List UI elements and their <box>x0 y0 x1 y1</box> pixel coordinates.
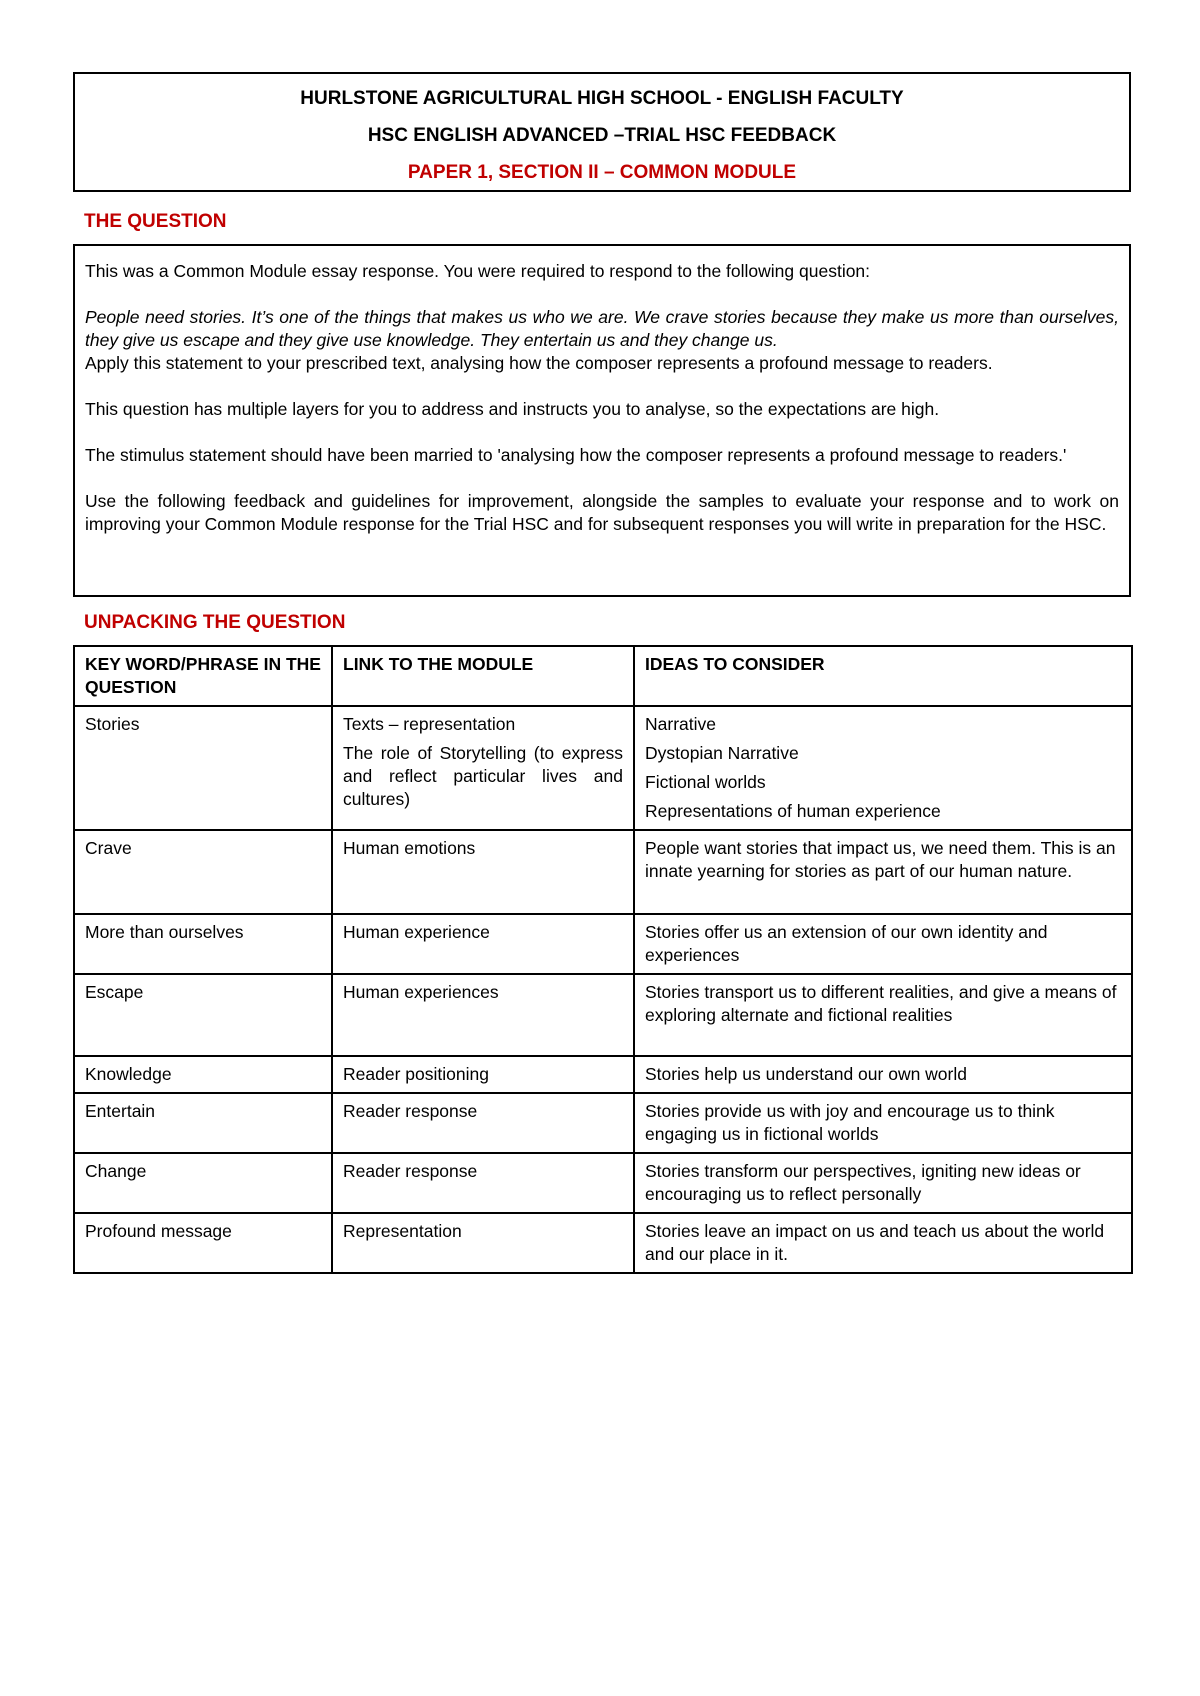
unpacking-table <box>73 645 1133 1274</box>
module-link-cell: Human experiences <box>332 974 634 1056</box>
question-intro: This was a Common Module essay response. You were required to respond to the following question: <box>85 261 871 281</box>
school-title: HURLSTONE AGRICULTURAL HIGH SCHOOL - ENGLISH FACULTY <box>300 88 904 109</box>
key-word-cell: Escape <box>74 974 332 1056</box>
ideas-cell: Stories transport us to different realities, and give a means of exploring alternate and fictional realities <box>634 974 1132 1056</box>
table-row <box>74 706 1132 830</box>
course-title: HSC ENGLISH ADVANCED –TRIAL HSC FEEDBACK <box>367 125 837 146</box>
key-word-cell: Profound message <box>74 1213 332 1273</box>
ideas-cell: Stories provide us with joy and encourage us to think engaging us in fictional worlds <box>634 1093 1132 1153</box>
ideas-cell: Stories help us understand our own world <box>634 1056 1132 1093</box>
ideas-cell: Stories transform our perspectives, igniting new ideas or encouraging us to reflect personally <box>634 1153 1132 1213</box>
question-instruction: Apply this statement to your prescribed text, analysing how the composer represents a profound message to readers. <box>85 353 993 373</box>
table-row <box>74 1153 1132 1213</box>
idea-item: Dystopian Narrative <box>645 743 799 763</box>
module-link-cell: Reader response <box>332 1093 634 1153</box>
question-box <box>73 244 1131 597</box>
table-header-row <box>74 646 1132 706</box>
key-word-cell: Crave <box>74 830 332 914</box>
title-box <box>73 72 1131 192</box>
module-link-cell: Reader response <box>332 1153 634 1213</box>
key-word-cell: Change <box>74 1153 332 1213</box>
module-link-cell: Human experience <box>332 914 634 974</box>
unpacking-heading: UNPACKING THE QUESTION <box>84 612 346 633</box>
module-link-cell: Reader positioning <box>332 1056 634 1093</box>
question-heading: THE QUESTION <box>84 211 227 232</box>
table-row <box>74 914 1132 974</box>
module-link: The role of Storytelling (to express and reflect particular lives and cultures) <box>343 743 623 809</box>
table-row <box>74 1213 1132 1273</box>
column-header: KEY WORD/PHRASE IN THE QUESTION <box>74 646 332 706</box>
ideas-cell: Stories leave an impact on us and teach us about the world and our place in it. <box>634 1213 1132 1273</box>
question-quote: People need stories. It’s one of the things that makes us who we are. We crave stories because they make us more than ourselves, they give us escape and they give use knowledge. They entertain us and they change us. <box>85 307 1119 350</box>
stimulus-note: The stimulus statement should have been married to 'analysing how the composer represents a profound message to readers.' <box>85 445 1067 465</box>
paper-title: PAPER 1, SECTION II – COMMON MODULE <box>407 162 797 183</box>
table-row <box>74 830 1132 914</box>
table-row <box>74 974 1132 1056</box>
key-word-cell: Knowledge <box>74 1056 332 1093</box>
idea-item: Fictional worlds <box>645 772 766 792</box>
module-link: Texts – representation <box>343 714 516 734</box>
column-header: IDEAS TO CONSIDER <box>634 646 1132 706</box>
key-word-cell: Entertain <box>74 1093 332 1153</box>
column-header: LINK TO THE MODULE <box>332 646 634 706</box>
idea-item: Narrative <box>645 714 716 734</box>
table-row <box>74 1056 1132 1093</box>
feedback-note: Use the following feedback and guidelines for improvement, alongside the samples to evaluate your response and to work on improving your Common Module response for the Trial HSC and for subsequent responses you will write in preparation for the HSC. <box>85 491 1119 534</box>
module-link-cell: Representation <box>332 1213 634 1273</box>
key-word-cell: Stories <box>74 706 332 830</box>
module-link-cell: Human emotions <box>332 830 634 914</box>
module-link-cell <box>332 706 634 830</box>
key-word-cell: More than ourselves <box>74 914 332 974</box>
ideas-cell <box>634 706 1132 830</box>
table-row <box>74 1093 1132 1153</box>
idea-item: Representations of human experience <box>645 801 941 821</box>
question-layers: This question has multiple layers for you to address and instructs you to analyse, so the expectations are high. <box>85 399 940 419</box>
ideas-cell: Stories offer us an extension of our own identity and experiences <box>634 914 1132 974</box>
ideas-cell: People want stories that impact us, we need them. This is an innate yearning for stories as part of our human nature. <box>634 830 1132 914</box>
